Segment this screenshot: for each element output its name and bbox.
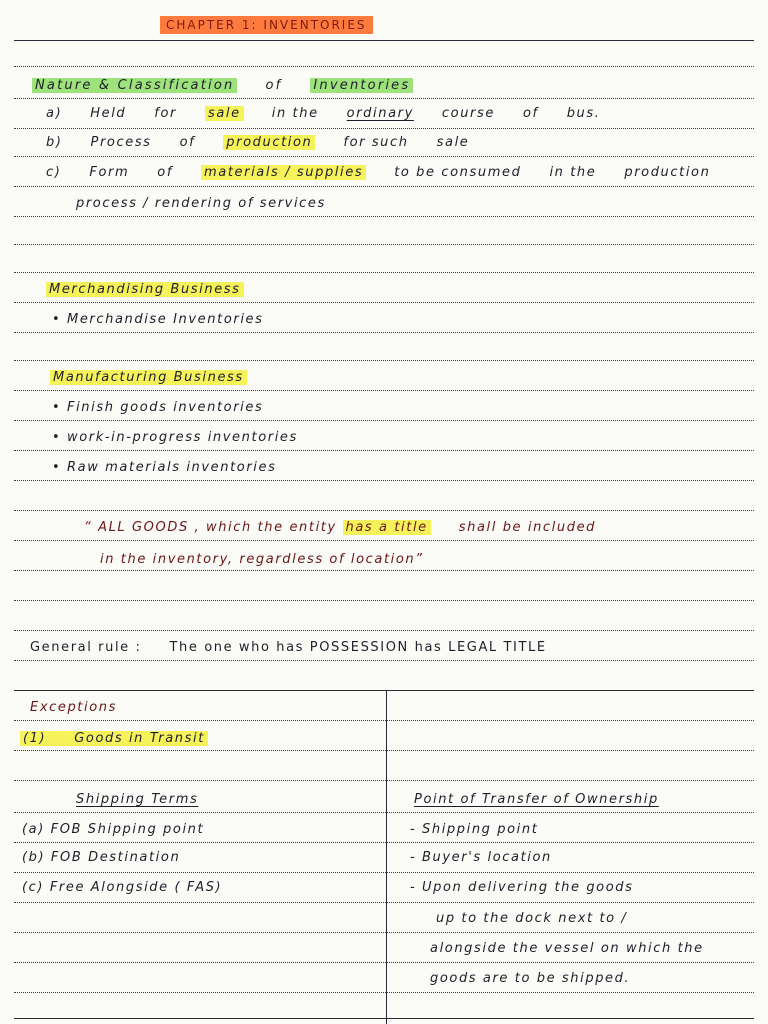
ruled-line — [14, 630, 754, 631]
ruled-line — [14, 540, 754, 541]
ruled-line — [14, 992, 754, 993]
ruled-line — [14, 390, 754, 391]
ruled-line — [14, 902, 754, 903]
table-top-rule — [14, 690, 754, 691]
ruled-line — [14, 156, 754, 157]
manu-item-raw: • Raw materials inventories — [52, 460, 277, 475]
merchandise-item: • Merchandise Inventories — [52, 312, 264, 327]
exceptions-label: Exceptions — [30, 700, 117, 715]
ruled-line — [14, 272, 754, 273]
ruled-line — [14, 570, 754, 571]
ruled-line — [14, 750, 754, 751]
ruled-line — [14, 216, 754, 217]
point-row-c-cont-1: up to the dock next to / — [436, 911, 628, 926]
transfer-point-heading: Point of Transfer of Ownership — [414, 792, 659, 807]
manu-item-finished: • Finish goods inventories — [52, 400, 264, 415]
ruled-line — [14, 720, 754, 721]
ruled-line — [14, 186, 754, 187]
term-row-c: (c) Free Alongside ( FAS) — [22, 880, 223, 895]
point-row-a: - Shipping point — [410, 822, 539, 837]
top-rule — [14, 40, 754, 41]
chapter-title: CHAPTER 1: INVENTORIES — [160, 18, 373, 32]
manu-item-wip: • work-in-progress inventories — [52, 430, 298, 445]
point-row-c: - Upon delivering the goods — [410, 880, 634, 895]
ruled-line — [14, 812, 754, 813]
bottom-rule — [14, 1018, 754, 1019]
ruled-line — [14, 302, 754, 303]
item-c: c) Form of materials / supplies to be consumed in the production — [46, 165, 711, 180]
term-row-a: (a) FOB Shipping point — [22, 822, 205, 837]
ruled-line — [14, 510, 754, 511]
merchandising-heading: Merchandising Business — [46, 282, 244, 297]
ruled-line — [14, 128, 754, 129]
quote-line-1: “ ALL GOODS , which the entity has a title shall be included — [84, 520, 597, 535]
section-heading-nature: Nature & Classification of Inventories — [32, 78, 413, 93]
ruled-line — [14, 962, 754, 963]
shipping-terms-heading: Shipping Terms — [76, 792, 199, 807]
ruled-line — [14, 244, 754, 245]
ruled-line — [14, 360, 754, 361]
point-row-b: - Buyer's location — [410, 850, 552, 865]
ruled-line — [14, 450, 754, 451]
ruled-line — [14, 600, 754, 601]
ruled-line — [14, 932, 754, 933]
point-row-c-cont-3: goods are to be shipped. — [430, 971, 631, 986]
item-c-continued: process / rendering of services — [76, 196, 326, 211]
ruled-line — [14, 842, 754, 843]
term-row-b: (b) FOB Destination — [22, 850, 181, 865]
ruled-line — [14, 480, 754, 481]
item-a: a) Held for sale in the ordinary course of bus. — [46, 106, 601, 121]
ruled-line — [14, 872, 754, 873]
point-row-c-cont-2: alongside the vessel on which the — [430, 941, 704, 956]
ruled-line — [14, 420, 754, 421]
ruled-line — [14, 660, 754, 661]
quote-line-2: in the inventory, regardless of location” — [100, 552, 424, 567]
item-b: b) Process of production for such sale — [46, 135, 470, 150]
ruled-line — [14, 98, 754, 99]
ruled-line — [14, 332, 754, 333]
ruled-line — [14, 780, 754, 781]
goods-in-transit: (1) Goods in Transit — [20, 731, 208, 746]
column-divider — [386, 690, 387, 1024]
ruled-line — [14, 66, 754, 67]
manufacturing-heading: Manufacturing Business — [50, 370, 247, 385]
general-rule: General rule : The one who has POSSESSION has LEGAL TITLE — [30, 640, 547, 655]
